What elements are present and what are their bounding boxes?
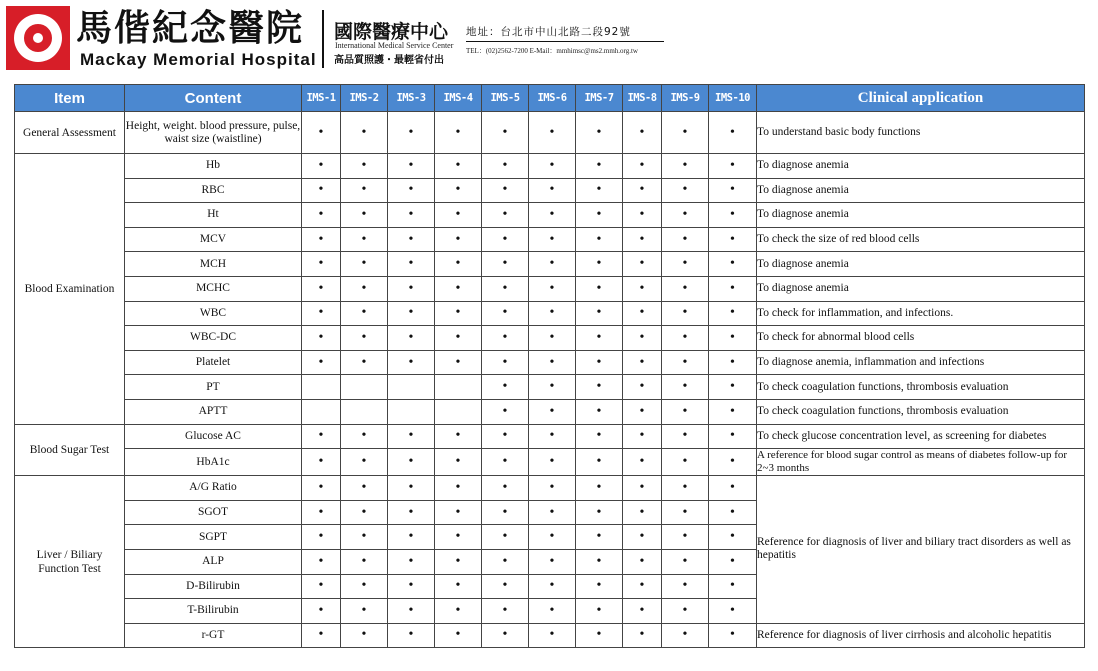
clinical-application-cell: To diagnose anemia	[757, 203, 1085, 228]
ims-9-cell: •	[662, 178, 709, 203]
ims-9-cell: •	[662, 574, 709, 599]
ims-2-cell: •	[341, 449, 388, 476]
ims-9-cell: •	[662, 476, 709, 501]
ims-10-cell: •	[709, 476, 757, 501]
ims-5-cell: •	[482, 424, 529, 449]
clinical-application-cell: To check the size of red blood cells	[757, 227, 1085, 252]
ims-6-cell: •	[529, 574, 576, 599]
ims-6-cell: •	[529, 112, 576, 154]
ims-5-cell: •	[482, 375, 529, 400]
ims-5-cell: •	[482, 326, 529, 351]
header-content: Content	[125, 85, 302, 112]
hospital-name-en: Mackay Memorial Hospital	[80, 50, 317, 69]
ims-8-cell: •	[623, 399, 662, 424]
ims-10-cell: •	[709, 399, 757, 424]
ims-8-cell: •	[623, 375, 662, 400]
clinical-application-cell: To check coagulation functions, thrombosis evaluation	[757, 399, 1085, 424]
ims-3-cell: •	[388, 276, 435, 301]
test-item-cell: MCHC	[125, 276, 302, 301]
ims-4-cell: •	[435, 424, 482, 449]
test-item-cell: Hb	[125, 154, 302, 179]
ims-8-cell: •	[623, 424, 662, 449]
ims-8-cell: •	[623, 203, 662, 228]
ims-4-cell: •	[435, 449, 482, 476]
ims-5-cell: •	[482, 276, 529, 301]
ims-4-cell: •	[435, 599, 482, 624]
ims-1-cell: •	[302, 301, 341, 326]
test-item-cell: WBC	[125, 301, 302, 326]
ims-6-cell: •	[529, 178, 576, 203]
header-clinical-application: Clinical application	[757, 85, 1085, 112]
exam-table-container	[14, 84, 1085, 648]
ims-2-cell: •	[341, 301, 388, 326]
ims-3-cell: •	[388, 525, 435, 550]
clinical-application-cell: To diagnose anemia	[757, 178, 1085, 203]
table-row	[15, 326, 1085, 351]
ims-9-cell: •	[662, 399, 709, 424]
test-item-cell: T-Bilirubin	[125, 599, 302, 624]
ims-7-cell: •	[576, 203, 623, 228]
ims-6-cell: •	[529, 449, 576, 476]
address: 地址：台北市中山北路二段92號	[466, 26, 631, 38]
ims-5-cell: •	[482, 574, 529, 599]
ims-10-cell: •	[709, 252, 757, 277]
ims-10-cell: •	[709, 549, 757, 574]
category-cell: General Assessment	[15, 112, 125, 154]
ims-3-cell	[388, 399, 435, 424]
table-header-row	[15, 85, 1085, 112]
ims-7-cell: •	[576, 227, 623, 252]
ims-1-cell: •	[302, 623, 341, 648]
ims-2-cell: •	[341, 623, 388, 648]
ims-3-cell: •	[388, 301, 435, 326]
category-cell: Blood Examination	[15, 154, 125, 425]
test-item-cell: D-Bilirubin	[125, 574, 302, 599]
ims-9-cell: •	[662, 525, 709, 550]
ims-3-cell: •	[388, 599, 435, 624]
table-row	[15, 203, 1085, 228]
ims-3-cell: •	[388, 350, 435, 375]
ims-5-cell: •	[482, 252, 529, 277]
ims-3-cell: •	[388, 449, 435, 476]
clinical-application-cell: To check for abnormal blood cells	[757, 326, 1085, 351]
header-ims-2: IMS-2	[341, 85, 388, 112]
ims-8-cell: •	[623, 112, 662, 154]
ims-5-cell: •	[482, 525, 529, 550]
ims-7-cell: •	[576, 525, 623, 550]
table-row	[15, 301, 1085, 326]
table-row	[15, 623, 1085, 648]
ims-1-cell: •	[302, 525, 341, 550]
ims-10-cell: •	[709, 424, 757, 449]
test-item-cell: r-GT	[125, 623, 302, 648]
ims-9-cell: •	[662, 599, 709, 624]
category-cell: Liver / Biliary Function Test	[15, 476, 125, 648]
ims-10-cell: •	[709, 350, 757, 375]
header-item: Item	[15, 85, 125, 112]
ims-7-cell: •	[576, 549, 623, 574]
ims-9-cell: •	[662, 424, 709, 449]
ims-9-cell: •	[662, 449, 709, 476]
ims-7-cell: •	[576, 424, 623, 449]
ims-2-cell: •	[341, 154, 388, 179]
page-header	[0, 0, 1098, 84]
test-item-cell: RBC	[125, 178, 302, 203]
ims-10-cell: •	[709, 525, 757, 550]
ims-10-cell: •	[709, 203, 757, 228]
ims-8-cell: •	[623, 574, 662, 599]
ims-3-cell: •	[388, 178, 435, 203]
ims-1-cell: •	[302, 326, 341, 351]
ims-6-cell: •	[529, 500, 576, 525]
ims-1-cell: •	[302, 500, 341, 525]
ims-1-cell: •	[302, 549, 341, 574]
ims-1-cell: •	[302, 350, 341, 375]
ims-4-cell: •	[435, 178, 482, 203]
ims-2-cell: •	[341, 203, 388, 228]
ims-2-cell: •	[341, 252, 388, 277]
ims-9-cell: •	[662, 154, 709, 179]
ims-7-cell: •	[576, 399, 623, 424]
ims-2-cell: •	[341, 112, 388, 154]
clinical-application-cell: To check for inflammation, and infections.	[757, 301, 1085, 326]
ims-1-cell: •	[302, 476, 341, 501]
ims-5-cell: •	[482, 500, 529, 525]
header-divider	[322, 10, 324, 68]
ims-7-cell: •	[576, 476, 623, 501]
hospital-name-cn: 馬偕紀念醫院	[76, 7, 305, 49]
ims-1-cell: •	[302, 449, 341, 476]
ims-2-cell: •	[341, 178, 388, 203]
ims-10-cell: •	[709, 276, 757, 301]
hospital-logo	[6, 6, 70, 70]
ims-7-cell: •	[576, 326, 623, 351]
ims-10-cell: •	[709, 623, 757, 648]
ims-3-cell: •	[388, 424, 435, 449]
ims-10-cell: •	[709, 500, 757, 525]
ims-2-cell: •	[341, 350, 388, 375]
ims-10-cell: •	[709, 178, 757, 203]
ims-9-cell: •	[662, 623, 709, 648]
ims-8-cell: •	[623, 599, 662, 624]
ims-3-cell: •	[388, 574, 435, 599]
ims-6-cell: •	[529, 599, 576, 624]
ims-8-cell: •	[623, 227, 662, 252]
ims-3-cell: •	[388, 252, 435, 277]
ims-10-cell: •	[709, 154, 757, 179]
center-name-cn: 國際醫療中心	[334, 21, 449, 43]
ims-2-cell: •	[341, 227, 388, 252]
clinical-application-cell: To diagnose anemia	[757, 252, 1085, 277]
table-row	[15, 449, 1085, 476]
table-row	[15, 227, 1085, 252]
center-name-en: International Medical Service Center	[335, 41, 454, 50]
ims-8-cell: •	[623, 301, 662, 326]
clinical-application-cell: To diagnose anemia, inflammation and infections	[757, 350, 1085, 375]
ims-3-cell: •	[388, 476, 435, 501]
ims-1-cell: •	[302, 178, 341, 203]
ims-1-cell	[302, 375, 341, 400]
ims-8-cell: •	[623, 154, 662, 179]
ims-4-cell: •	[435, 227, 482, 252]
ims-5-cell: •	[482, 227, 529, 252]
ims-4-cell	[435, 399, 482, 424]
ims-6-cell: •	[529, 350, 576, 375]
ims-8-cell: •	[623, 525, 662, 550]
ims-4-cell: •	[435, 350, 482, 375]
ims-5-cell: •	[482, 449, 529, 476]
ims-3-cell: •	[388, 203, 435, 228]
ims-6-cell: •	[529, 424, 576, 449]
header-ims-1: IMS-1	[302, 85, 341, 112]
ims-4-cell: •	[435, 301, 482, 326]
ims-1-cell: •	[302, 112, 341, 154]
ims-5-cell: •	[482, 599, 529, 624]
ims-9-cell: •	[662, 203, 709, 228]
ims-9-cell: •	[662, 350, 709, 375]
ims-6-cell: •	[529, 476, 576, 501]
ims-8-cell: •	[623, 350, 662, 375]
clinical-application-cell: A reference for blood sugar control as means of diabetes follow-up for 2~3 months	[757, 449, 1085, 476]
ims-9-cell: •	[662, 301, 709, 326]
ims-5-cell: •	[482, 623, 529, 648]
ims-8-cell: •	[623, 449, 662, 476]
test-item-cell: Glucose AC	[125, 424, 302, 449]
test-item-cell: Height, weight. blood pressure, pulse, waist size (waistline)	[125, 112, 302, 154]
ims-8-cell: •	[623, 178, 662, 203]
ims-5-cell: •	[482, 203, 529, 228]
ims-3-cell	[388, 375, 435, 400]
clinical-application-cell: Reference for diagnosis of liver and biliary tract disorders as well as hepatitis	[757, 476, 1085, 624]
ims-4-cell: •	[435, 500, 482, 525]
table-row	[15, 276, 1085, 301]
ims-4-cell: •	[435, 276, 482, 301]
ims-4-cell: •	[435, 549, 482, 574]
test-item-cell: PT	[125, 375, 302, 400]
table-row	[15, 476, 1085, 501]
ims-6-cell: •	[529, 203, 576, 228]
ims-3-cell: •	[388, 549, 435, 574]
header-ims-9: IMS-9	[662, 85, 709, 112]
address-underline	[466, 41, 664, 42]
ims-1-cell: •	[302, 276, 341, 301]
ims-4-cell: •	[435, 252, 482, 277]
exam-items-table	[14, 84, 1085, 648]
test-item-cell: Platelet	[125, 350, 302, 375]
ims-7-cell: •	[576, 350, 623, 375]
header-ims-3: IMS-3	[388, 85, 435, 112]
table-row	[15, 112, 1085, 154]
test-item-cell: Ht	[125, 203, 302, 228]
ims-7-cell: •	[576, 449, 623, 476]
test-item-cell: APTT	[125, 399, 302, 424]
test-item-cell: ALP	[125, 549, 302, 574]
ims-9-cell: •	[662, 227, 709, 252]
clinical-application-cell: To diagnose anemia	[757, 154, 1085, 179]
ims-10-cell: •	[709, 574, 757, 599]
ims-2-cell: •	[341, 525, 388, 550]
clinical-application-cell: To check glucose concentration level, as screening for diabetes	[757, 424, 1085, 449]
ims-1-cell: •	[302, 154, 341, 179]
ims-5-cell: •	[482, 399, 529, 424]
ims-10-cell: •	[709, 375, 757, 400]
test-item-cell: SGPT	[125, 525, 302, 550]
ims-4-cell	[435, 375, 482, 400]
ims-6-cell: •	[529, 375, 576, 400]
ims-10-cell: •	[709, 449, 757, 476]
ims-3-cell: •	[388, 112, 435, 154]
header-ims-7: IMS-7	[576, 85, 623, 112]
ims-9-cell: •	[662, 276, 709, 301]
test-item-cell: WBC-DC	[125, 326, 302, 351]
test-item-cell: A/G Ratio	[125, 476, 302, 501]
ims-3-cell: •	[388, 326, 435, 351]
ims-1-cell: •	[302, 574, 341, 599]
ims-9-cell: •	[662, 549, 709, 574]
test-item-cell: SGOT	[125, 500, 302, 525]
ims-6-cell: •	[529, 549, 576, 574]
ims-6-cell: •	[529, 276, 576, 301]
ims-1-cell: •	[302, 227, 341, 252]
ims-3-cell: •	[388, 227, 435, 252]
ims-1-cell: •	[302, 252, 341, 277]
ims-7-cell: •	[576, 276, 623, 301]
ims-5-cell: •	[482, 476, 529, 501]
ims-9-cell: •	[662, 112, 709, 154]
ims-9-cell: •	[662, 375, 709, 400]
table-body	[15, 112, 1085, 648]
ims-10-cell: •	[709, 326, 757, 351]
table-row	[15, 252, 1085, 277]
table-row	[15, 154, 1085, 179]
ims-4-cell: •	[435, 476, 482, 501]
ims-7-cell: •	[576, 112, 623, 154]
ims-5-cell: •	[482, 178, 529, 203]
ims-3-cell: •	[388, 623, 435, 648]
header-ims-4: IMS-4	[435, 85, 482, 112]
table-row	[15, 399, 1085, 424]
ims-7-cell: •	[576, 599, 623, 624]
ims-8-cell: •	[623, 476, 662, 501]
ims-2-cell: •	[341, 276, 388, 301]
ims-1-cell: •	[302, 424, 341, 449]
table-row	[15, 350, 1085, 375]
contact-info: TEL：(02)2562-7200 E-Mail：mmhimsc@ms2.mmh.org.tw	[466, 47, 638, 55]
ims-5-cell: •	[482, 154, 529, 179]
clinical-application-cell: To understand basic body functions	[757, 112, 1085, 154]
ims-4-cell: •	[435, 203, 482, 228]
ims-6-cell: •	[529, 301, 576, 326]
table-row	[15, 178, 1085, 203]
ims-7-cell: •	[576, 574, 623, 599]
ims-5-cell: •	[482, 549, 529, 574]
clinical-application-cell: To check coagulation functions, thrombosis evaluation	[757, 375, 1085, 400]
ims-4-cell: •	[435, 574, 482, 599]
ims-6-cell: •	[529, 326, 576, 351]
ims-10-cell: •	[709, 301, 757, 326]
ims-2-cell	[341, 399, 388, 424]
ims-8-cell: •	[623, 549, 662, 574]
clinical-application-cell: To diagnose anemia	[757, 276, 1085, 301]
ims-7-cell: •	[576, 623, 623, 648]
test-item-cell: MCV	[125, 227, 302, 252]
test-item-cell: HbA1c	[125, 449, 302, 476]
table-row	[15, 375, 1085, 400]
ims-9-cell: •	[662, 500, 709, 525]
ims-6-cell: •	[529, 525, 576, 550]
ims-2-cell: •	[341, 599, 388, 624]
ims-7-cell: •	[576, 252, 623, 277]
ims-10-cell: •	[709, 599, 757, 624]
ims-2-cell: •	[341, 476, 388, 501]
ims-6-cell: •	[529, 252, 576, 277]
ims-4-cell: •	[435, 623, 482, 648]
ims-2-cell: •	[341, 500, 388, 525]
header-ims-5: IMS-5	[482, 85, 529, 112]
header-ims-6: IMS-6	[529, 85, 576, 112]
ims-7-cell: •	[576, 178, 623, 203]
ims-2-cell: •	[341, 549, 388, 574]
ims-1-cell: •	[302, 203, 341, 228]
ims-10-cell: •	[709, 112, 757, 154]
ims-9-cell: •	[662, 252, 709, 277]
ims-5-cell: •	[482, 350, 529, 375]
ims-2-cell	[341, 375, 388, 400]
test-item-cell: MCH	[125, 252, 302, 277]
ims-9-cell: •	[662, 326, 709, 351]
ims-5-cell: •	[482, 301, 529, 326]
ims-4-cell: •	[435, 154, 482, 179]
ims-7-cell: •	[576, 500, 623, 525]
ims-1-cell	[302, 399, 341, 424]
ims-10-cell: •	[709, 227, 757, 252]
ims-4-cell: •	[435, 525, 482, 550]
ims-6-cell: •	[529, 227, 576, 252]
ims-2-cell: •	[341, 574, 388, 599]
ims-6-cell: •	[529, 154, 576, 179]
ims-4-cell: •	[435, 112, 482, 154]
ims-8-cell: •	[623, 326, 662, 351]
ims-4-cell: •	[435, 326, 482, 351]
category-cell: Blood Sugar Test	[15, 424, 125, 476]
ims-8-cell: •	[623, 276, 662, 301]
header-ims-10: IMS-10	[709, 85, 757, 112]
ims-5-cell: •	[482, 112, 529, 154]
ims-8-cell: •	[623, 500, 662, 525]
table-row	[15, 424, 1085, 449]
ims-8-cell: •	[623, 252, 662, 277]
ims-7-cell: •	[576, 375, 623, 400]
ims-3-cell: •	[388, 500, 435, 525]
ims-8-cell: •	[623, 623, 662, 648]
ims-3-cell: •	[388, 154, 435, 179]
clinical-application-cell: Reference for diagnosis of liver cirrhosis and alcoholic hepatitis	[757, 623, 1085, 648]
ims-1-cell: •	[302, 599, 341, 624]
ims-2-cell: •	[341, 424, 388, 449]
ims-7-cell: •	[576, 154, 623, 179]
ims-2-cell: •	[341, 326, 388, 351]
header-ims-8: IMS-8	[623, 85, 662, 112]
slogan: 高品質照護・最輕省付出	[334, 55, 444, 66]
ims-6-cell: •	[529, 623, 576, 648]
ims-7-cell: •	[576, 301, 623, 326]
ims-6-cell: •	[529, 399, 576, 424]
